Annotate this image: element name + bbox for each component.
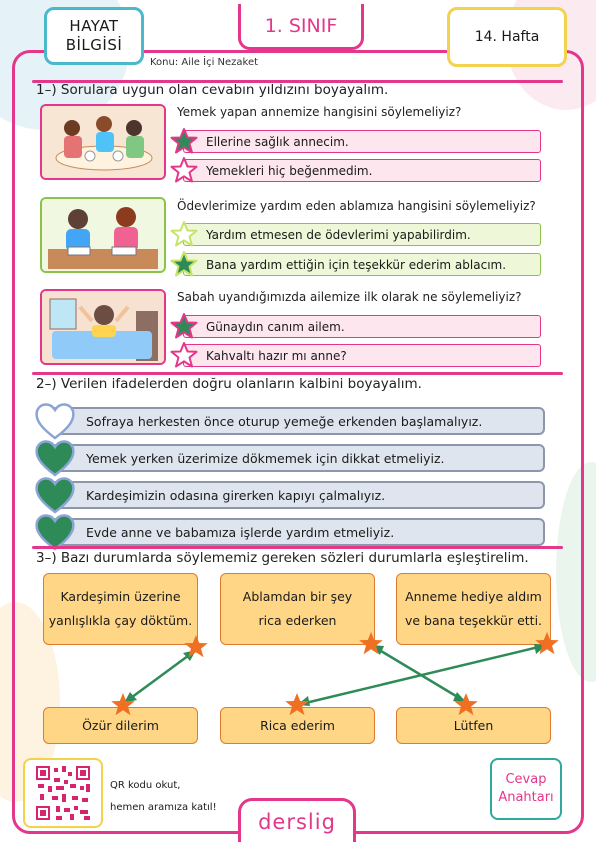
answer-text: Bana yardım ettiğin için teşekkür ederim ablacım. [206, 257, 507, 272]
orange-star-icon [534, 631, 560, 657]
orange-star-icon [358, 631, 384, 657]
answer-text: Ellerine sağlık annecim. [206, 134, 349, 149]
answer-key-line: Anahtarı [498, 790, 554, 805]
section-2-title: 2–) Verilen ifadelerden doğru olanların kalbini boyayalım. [36, 376, 422, 392]
match-line [371, 645, 466, 702]
question-3: Sabah uyandığımızda ailemize ilk olarak ne söylemeliyiz? [177, 290, 522, 304]
question-2: Ödevlerimize yardım eden ablamıza hangisini söylemeliyiz? [177, 199, 536, 213]
situation-text: Ablamdan bir şey [242, 589, 353, 604]
situation-text: rica ederken [258, 613, 337, 628]
grade-label: 1. SINIF [264, 14, 338, 37]
orange-star-icon [453, 692, 479, 718]
qr-caption-line: hemen aramıza katıl! [110, 802, 217, 813]
question-1: Yemek yapan annemize hangisini söylemeliyiz? [177, 105, 462, 119]
brand-name: derslig [258, 809, 336, 834]
subject-line: HAYAT [69, 17, 119, 35]
statement-text: Evde anne ve babamıza işlerde yardım etmeliyiz. [86, 524, 395, 540]
qr-code[interactable] [23, 758, 103, 828]
section-3-title: 3–) Bazı durumlarda söylememiz gereken sözleri durumlarla eşleştirelim. [36, 550, 529, 566]
statement-text: Kardeşimizin odasına girerken kapıyı çalmalıyız. [86, 487, 386, 503]
answer-text: Günaydın canım ailem. [206, 319, 345, 334]
situation-text: Anneme hediye aldım [405, 589, 542, 604]
orange-star-icon [284, 692, 310, 718]
orange-star-icon [183, 634, 209, 660]
situation-text: ve bana teşekkür etti. [404, 613, 543, 628]
match-line [297, 645, 547, 705]
phrase-text: Özür dilerim [82, 717, 159, 733]
answer-key-line: Cevap [505, 772, 547, 787]
topic-label: Konu: Aile İçi Nezaket [150, 57, 259, 68]
phrase-text: Rica ederim [260, 717, 335, 733]
week-label: 14. Hafta [474, 29, 540, 45]
subject-line: BİLGİSİ [65, 36, 123, 54]
answer-text: Kahvaltı hazır mı anne? [206, 348, 347, 363]
section-1-title: 1–) Sorulara uygun olan cevabın yıldızını boyayalım. [36, 82, 389, 98]
qr-caption [110, 775, 217, 819]
answer-text: Yardım etmesen de ödevlerimi yapabilirdim. [206, 227, 471, 242]
situation-text: yanlışlıkla çay döktüm. [48, 613, 193, 628]
brand-logo [238, 798, 356, 842]
phrase-text: Lütfen [453, 717, 494, 733]
answer-key-badge [490, 758, 562, 820]
qr-code-icon [34, 764, 92, 822]
statement-text: Yemek yerken üzerimize dökmemek için dikkat etmeliyiz. [86, 450, 445, 466]
qr-caption-line: QR kodu okut, [110, 780, 181, 791]
statement-text: Sofraya herkesten önce oturup yemeğe erkenden başlamalıyız. [86, 413, 483, 429]
orange-star-icon [110, 692, 136, 718]
answer-text: Yemekleri hiç beğenmedim. [206, 163, 373, 178]
situation-text: Kardeşimin üzerine [60, 589, 181, 604]
